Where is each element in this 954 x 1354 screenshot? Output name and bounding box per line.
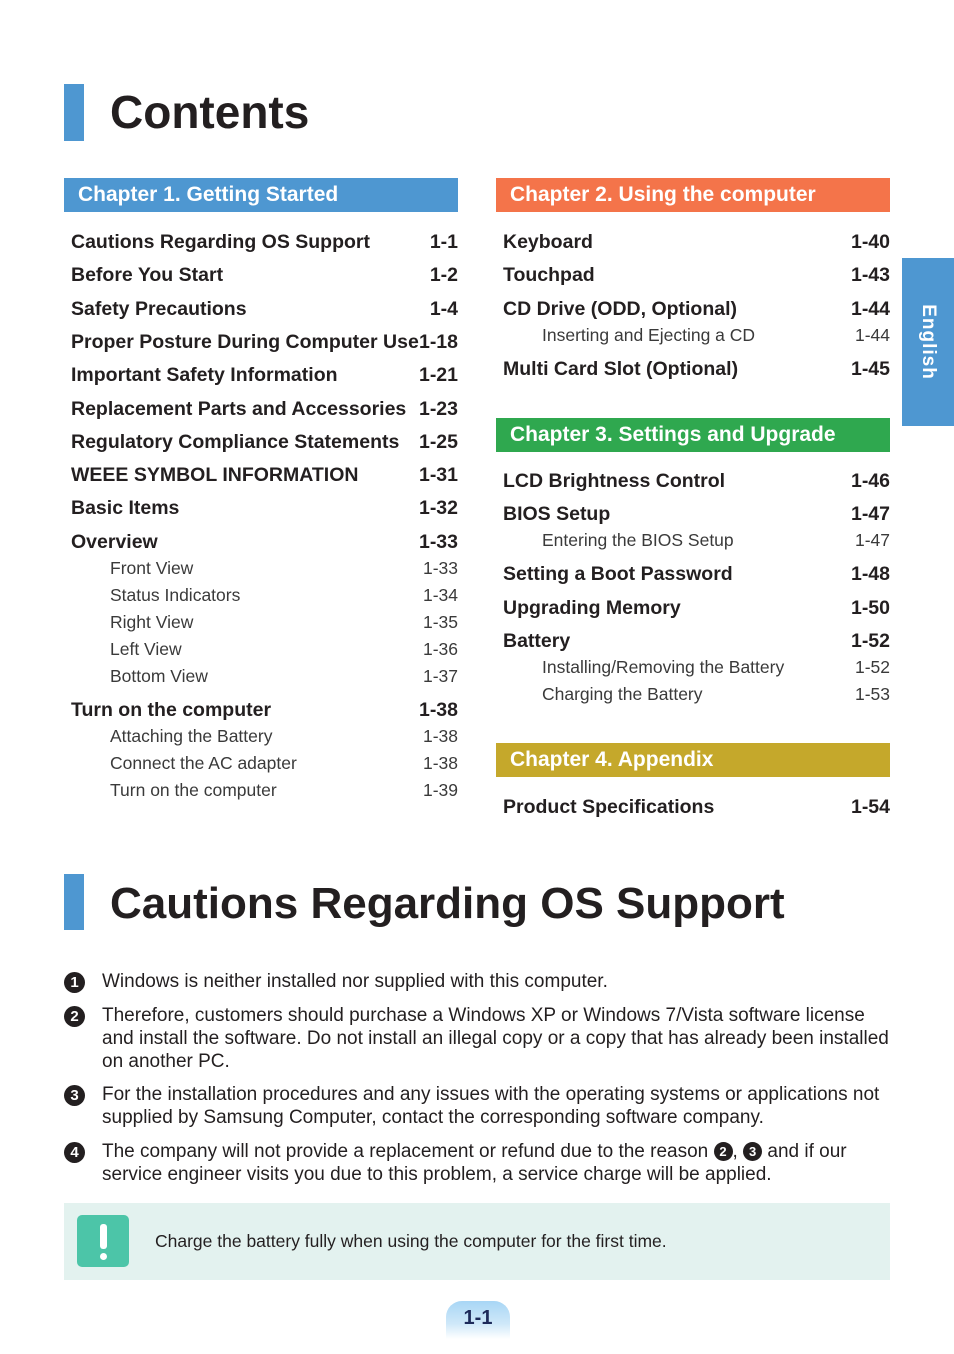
toc-entry[interactable] bbox=[71, 398, 458, 426]
toc-entry-page: 1-36 bbox=[422, 638, 458, 659]
language-label: English bbox=[918, 304, 939, 380]
number-3-icon: 3 bbox=[743, 1142, 762, 1161]
toc-entry[interactable] bbox=[71, 639, 458, 667]
reference-separator: , bbox=[732, 1141, 738, 1162]
toc-entry[interactable] bbox=[503, 231, 890, 259]
toc-entry-label: BIOS Setup bbox=[503, 503, 611, 526]
toc-entry-page: 1-43 bbox=[850, 264, 890, 287]
toc-entry-label: Battery bbox=[503, 629, 571, 652]
toc-entry[interactable] bbox=[71, 431, 458, 459]
page-number: 1-1 bbox=[446, 1301, 510, 1339]
toc-entry-page: 1-38 bbox=[422, 752, 458, 773]
toc-entry[interactable] bbox=[71, 231, 458, 259]
toc-entry-page: 1-31 bbox=[418, 464, 458, 487]
toc-entry-page: 1-53 bbox=[854, 683, 890, 704]
toc-entry[interactable] bbox=[71, 780, 458, 808]
toc-entry-page: 1-2 bbox=[429, 264, 458, 287]
language-side-tab bbox=[902, 258, 954, 426]
toc-entry[interactable] bbox=[503, 470, 890, 498]
toc-entry-page: 1-23 bbox=[418, 397, 458, 420]
toc-entry-label: Important Safety Information bbox=[71, 364, 338, 387]
toc-entry[interactable] bbox=[71, 364, 458, 392]
toc-entry-label: Left View bbox=[110, 638, 182, 659]
caution-text: For the installation procedures and any issues with the operating systems or applications not supplied by Samsung Computer, contact the corresponding software company. bbox=[102, 1084, 880, 1128]
number-2-icon: 2 bbox=[714, 1142, 733, 1161]
toc-entry-label: Inserting and Ejecting a CD bbox=[542, 324, 756, 345]
toc-entry-label: Attaching the Battery bbox=[110, 725, 273, 746]
chapter-3-section bbox=[496, 418, 890, 704]
toc-entry-label: Bottom View bbox=[110, 665, 208, 686]
toc-entry-label: Replacement Parts and Accessories bbox=[71, 397, 407, 420]
toc-entry-page: 1-47 bbox=[854, 530, 890, 551]
toc-entry[interactable] bbox=[503, 684, 890, 712]
toc-entry-label: Regulatory Compliance Statements bbox=[71, 430, 400, 453]
toc-entry-label: Entering the BIOS Setup bbox=[542, 530, 734, 551]
toc-entry-page: 1-38 bbox=[418, 698, 458, 721]
number-1-icon: 1 bbox=[64, 972, 85, 993]
note-box bbox=[64, 1203, 890, 1280]
toc-entry[interactable] bbox=[503, 630, 890, 658]
caution-text: Windows is neither installed nor supplied with this computer. bbox=[102, 971, 608, 992]
toc-entry-label: Upgrading Memory bbox=[503, 596, 681, 619]
toc-entry-label: Proper Posture During Computer Use bbox=[71, 330, 419, 353]
toc-entry-page: 1-52 bbox=[854, 656, 890, 677]
toc-entry[interactable] bbox=[71, 497, 458, 525]
toc-entry-label: Overview bbox=[71, 530, 158, 553]
toc-entry-label: Keyboard bbox=[503, 231, 593, 253]
toc-entry[interactable] bbox=[71, 585, 458, 613]
toc-entry-label: Touchpad bbox=[503, 264, 595, 287]
toc-entry-page: 1-46 bbox=[850, 470, 890, 492]
toc-entry-page: 1-45 bbox=[850, 357, 890, 380]
toc-entry[interactable] bbox=[503, 358, 890, 386]
toc-entry-page: 1-33 bbox=[418, 530, 458, 553]
toc-entry-label: Installing/Removing the Battery bbox=[542, 656, 785, 677]
toc-entry-page: 1-4 bbox=[429, 297, 458, 320]
toc-entry[interactable] bbox=[71, 612, 458, 640]
contents-title: Contents bbox=[110, 86, 310, 138]
toc-entry-page: 1-35 bbox=[422, 611, 458, 632]
toc-entry[interactable] bbox=[71, 464, 458, 492]
toc-entry-label: Multi Card Slot (Optional) bbox=[503, 357, 739, 380]
number-3-icon: 3 bbox=[64, 1085, 85, 1106]
toc-entry-label: LCD Brightness Control bbox=[503, 470, 726, 492]
chapter-3-heading: Chapter 3. Settings and Upgrade bbox=[496, 418, 890, 452]
toc-entry-label: Front View bbox=[110, 557, 194, 578]
chapter-2-heading: Chapter 2. Using the computer bbox=[496, 178, 890, 212]
caution-text-after: and if our service engineer visits you due to this problem, a service charge will be applied. bbox=[102, 1141, 847, 1185]
caution-text: Therefore, customers should purchase a Windows XP or Windows 7/Vista software license and install the software. Do not install an illegal copy or a copy that has already been installed on another PC. bbox=[102, 1005, 889, 1072]
toc-entry-page: 1-25 bbox=[418, 430, 458, 453]
toc-entry-page: 1-34 bbox=[422, 584, 458, 605]
toc-entry-label: Before You Start bbox=[71, 264, 224, 287]
toc-entry[interactable] bbox=[71, 298, 458, 326]
toc-entry-label: WEEE SYMBOL INFORMATION bbox=[71, 464, 359, 487]
toc-entry[interactable] bbox=[503, 796, 890, 824]
toc-entry-label: Status Indicators bbox=[110, 584, 241, 605]
note-text: Charge the battery fully when using the computer for the first time. bbox=[155, 1231, 667, 1251]
toc-entry-page: 1-18 bbox=[418, 330, 458, 353]
caution-text-before: The company will not provide a replacement or refund due to the reason bbox=[102, 1141, 709, 1162]
toc-entry[interactable] bbox=[503, 298, 890, 326]
toc-entry-page: 1-47 bbox=[850, 503, 890, 526]
toc-entry-label: Charging the Battery bbox=[542, 683, 703, 704]
chapter-4-heading: Chapter 4. Appendix bbox=[496, 743, 890, 777]
toc-entry[interactable] bbox=[71, 531, 458, 559]
toc-entry-label: Connect the AC adapter bbox=[110, 752, 297, 773]
exclamation-icon bbox=[77, 1215, 129, 1267]
caution-item bbox=[64, 1004, 894, 1073]
toc-entry-page: 1-48 bbox=[850, 563, 890, 586]
toc-entry-page: 1-1 bbox=[429, 231, 458, 253]
toc-entry-label: Turn on the computer bbox=[110, 779, 277, 800]
toc-entry-label: Basic Items bbox=[71, 497, 180, 520]
toc-entry[interactable] bbox=[503, 597, 890, 625]
toc-entry-page: 1-54 bbox=[850, 796, 890, 818]
contents-title-bar bbox=[64, 84, 84, 141]
toc-entry-page: 1-44 bbox=[850, 297, 890, 320]
toc-entry-label: Turn on the computer bbox=[71, 698, 272, 721]
toc-entry[interactable] bbox=[503, 530, 890, 558]
toc-entry[interactable] bbox=[71, 331, 458, 359]
chapter-1-section bbox=[64, 178, 458, 800]
toc-entry-label: CD Drive (ODD, Optional) bbox=[503, 297, 738, 320]
caution-text bbox=[102, 1140, 894, 1186]
caution-item bbox=[64, 1140, 894, 1186]
caution-item bbox=[64, 1083, 894, 1129]
toc-entry-page: 1-40 bbox=[850, 231, 890, 253]
toc-entry[interactable] bbox=[503, 563, 890, 591]
section-title-bar bbox=[64, 874, 84, 930]
toc-entry[interactable] bbox=[71, 558, 458, 586]
toc-entry[interactable] bbox=[71, 666, 458, 694]
toc-entry[interactable] bbox=[71, 264, 458, 292]
toc-entry-page: 1-39 bbox=[422, 779, 458, 800]
chapter-1-heading: Chapter 1. Getting Started bbox=[64, 178, 458, 212]
toc-entry-page: 1-37 bbox=[422, 665, 458, 686]
chapter-4-section bbox=[496, 743, 890, 818]
toc-entry-page: 1-38 bbox=[422, 725, 458, 746]
toc-entry-label: Setting a Boot Password bbox=[503, 563, 733, 586]
number-4-icon: 4 bbox=[64, 1142, 85, 1163]
toc-entry-page: 1-44 bbox=[854, 324, 890, 345]
section-title: Cautions Regarding OS Support bbox=[110, 879, 785, 928]
toc-entry-page: 1-50 bbox=[850, 596, 890, 619]
toc-entry-page: 1-32 bbox=[418, 497, 458, 520]
toc-entry[interactable] bbox=[503, 657, 890, 685]
toc-entry-page: 1-52 bbox=[850, 629, 890, 652]
caution-item bbox=[64, 970, 894, 993]
toc-entry-label: Safety Precautions bbox=[71, 297, 247, 320]
toc-entry[interactable] bbox=[503, 503, 890, 531]
chapter-2-section bbox=[496, 178, 890, 380]
toc-entry-label: Right View bbox=[110, 611, 194, 632]
toc-entry-page: 1-21 bbox=[418, 364, 458, 387]
toc-entry[interactable] bbox=[71, 699, 458, 727]
toc-entry-label: Cautions Regarding OS Support bbox=[71, 231, 371, 253]
number-2-icon: 2 bbox=[64, 1006, 85, 1027]
toc-entry[interactable] bbox=[503, 325, 890, 353]
toc-entry[interactable] bbox=[71, 753, 458, 781]
toc-entry-page: 1-33 bbox=[422, 557, 458, 578]
toc-entry[interactable] bbox=[503, 264, 890, 292]
toc-entry[interactable] bbox=[71, 726, 458, 754]
toc-entry-label: Product Specifications bbox=[503, 796, 715, 818]
